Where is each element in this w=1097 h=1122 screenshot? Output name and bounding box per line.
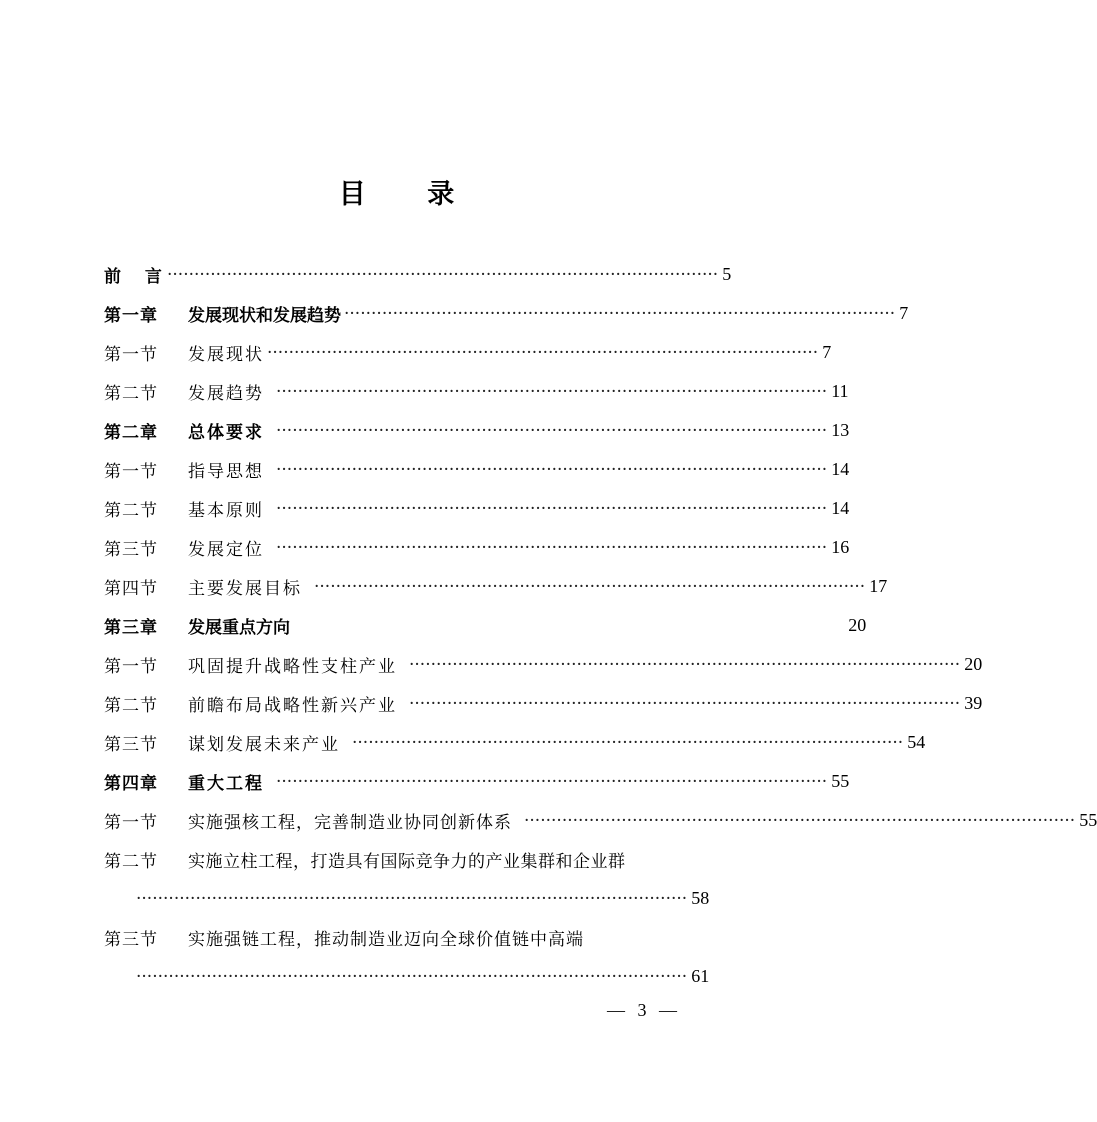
toc-title: 主要发展目标 <box>188 579 302 599</box>
toc-label: 第二章 <box>104 423 158 443</box>
toc-title: 实施强链工程，推动制造业迈向全球价值链中高端 <box>188 930 584 950</box>
toc-leader-dots: ······································································································ <box>409 654 961 675</box>
toc-page-number: 17 <box>869 576 888 596</box>
toc-leader-dots: ······································································································ <box>136 888 688 909</box>
toc-label: 前 言 <box>104 267 166 287</box>
toc-page-number: 13 <box>831 420 850 440</box>
toc-title: 发展现状 <box>188 345 264 365</box>
toc-leader-dots: ······································································································ <box>276 537 828 558</box>
toc-entry-preface[interactable] <box>104 255 732 294</box>
toc-page-number: 14 <box>831 498 850 518</box>
toc-leader-dots: ······································································································ <box>267 342 819 363</box>
toc-title: 实施强核工程，完善制造业协同创新体系 <box>188 813 512 833</box>
toc-page-number: 5 <box>722 264 732 284</box>
toc-leader-dots: ······································································································ <box>344 303 896 324</box>
toc-label: 第二节 <box>104 696 158 716</box>
toc-label: 第三节 <box>104 930 158 950</box>
toc-entry-4-1[interactable] <box>104 801 1097 840</box>
toc-entry-1-1[interactable] <box>104 333 832 372</box>
toc-page-number: 7 <box>822 342 832 362</box>
toc-entry-chapter-4[interactable] <box>104 762 850 801</box>
toc-page-number: 55 <box>1079 810 1097 830</box>
toc-entry-2-3[interactable] <box>104 528 850 567</box>
toc-title: 基本原则 <box>188 501 264 521</box>
toc-title: 巩固提升战略性支柱产业 <box>188 657 397 677</box>
toc-leader-dots: ······································································································ <box>276 498 828 519</box>
toc-leader-dots: ······································································································ <box>276 420 828 441</box>
toc-page-number: 58 <box>691 888 710 908</box>
toc-title: 总体要求 <box>188 423 264 443</box>
toc-entry-2-2[interactable] <box>104 489 850 528</box>
toc-page-number: 7 <box>899 303 909 323</box>
toc-title: 实施立柱工程，打造具有国际竞争力的产业集群和企业群 <box>188 852 626 872</box>
toc-leader-dots: ······································································································ <box>276 381 828 402</box>
toc-page-number: 11 <box>831 381 849 401</box>
toc-entry-continuation <box>104 957 710 996</box>
toc-entry-chapter-1[interactable] <box>104 294 909 333</box>
toc-label: 第二节 <box>104 501 158 521</box>
toc-entry-chapter-3[interactable] <box>104 606 867 645</box>
toc-leader-dots: ······································································································ <box>167 264 719 285</box>
toc-title: 发展趋势 <box>188 384 264 404</box>
toc-entry-2-4[interactable] <box>104 567 888 606</box>
toc-label: 第一章 <box>104 306 158 326</box>
toc-label: 第四章 <box>104 774 158 794</box>
toc-label: 第一节 <box>104 345 158 365</box>
toc-label: 第四节 <box>104 579 158 599</box>
toc-entry-1-2[interactable] <box>104 372 849 411</box>
toc-entry-4-3[interactable] <box>104 918 710 996</box>
toc-label: 第三节 <box>104 540 158 560</box>
toc-title: 发展现状和发展趋势 <box>188 306 341 326</box>
page-title: 目 录 <box>338 179 481 210</box>
toc-label: 第二节 <box>104 384 158 404</box>
toc-title: 发展定位 <box>188 540 264 560</box>
toc-entry-chapter-2[interactable] <box>104 411 850 450</box>
toc-leader-dots: ······································································································ <box>276 771 828 792</box>
toc-entry-line <box>104 918 689 957</box>
toc-title: 前瞻布局战略性新兴产业 <box>188 696 397 716</box>
toc-title: 指导思想 <box>188 462 264 482</box>
toc-leader-dots: ······································································································ <box>409 693 961 714</box>
toc-title: 谋划发展未来产业 <box>188 735 340 755</box>
toc-page-number: 39 <box>964 693 983 713</box>
toc-label: 第三节 <box>104 735 158 755</box>
toc-page-number: 61 <box>691 966 710 986</box>
toc-page-number: 14 <box>831 459 850 479</box>
toc-entry-4-2[interactable] <box>104 840 710 918</box>
toc-page-number: 54 <box>907 732 926 752</box>
toc-entry-continuation <box>104 879 710 918</box>
toc-page-number: 20 <box>964 654 983 674</box>
toc-leader-dots: ······································································································ <box>276 459 828 480</box>
page-number-footer: — 3 — <box>607 1000 681 1020</box>
toc-entry-3-2[interactable] <box>104 684 983 723</box>
toc-entry-3-1[interactable] <box>104 645 983 684</box>
toc-page-number: 16 <box>831 537 850 557</box>
toc-title: 重大工程 <box>188 774 264 794</box>
toc-leader-dots: ······································································································ <box>136 966 688 987</box>
toc-label: 第二节 <box>104 852 158 872</box>
toc-label: 第一节 <box>104 657 158 677</box>
toc-label: 第一节 <box>104 462 158 482</box>
toc-leader-dots: ······································································································ <box>314 576 866 597</box>
toc-entry-2-1[interactable] <box>104 450 850 489</box>
toc-title: 发展重点方向 <box>188 618 290 638</box>
toc-leader-dots: ······································································································ <box>352 732 904 753</box>
toc-page-number: 20 <box>848 615 867 635</box>
toc-label: 第三章 <box>104 618 158 638</box>
toc-page-number: 55 <box>831 771 850 791</box>
toc-entry-line <box>104 840 689 879</box>
toc-leader-dots: ······································································································ <box>524 810 1076 831</box>
toc-entry-3-3[interactable] <box>104 723 926 762</box>
table-of-contents <box>104 255 1097 996</box>
toc-label: 第一节 <box>104 813 158 833</box>
